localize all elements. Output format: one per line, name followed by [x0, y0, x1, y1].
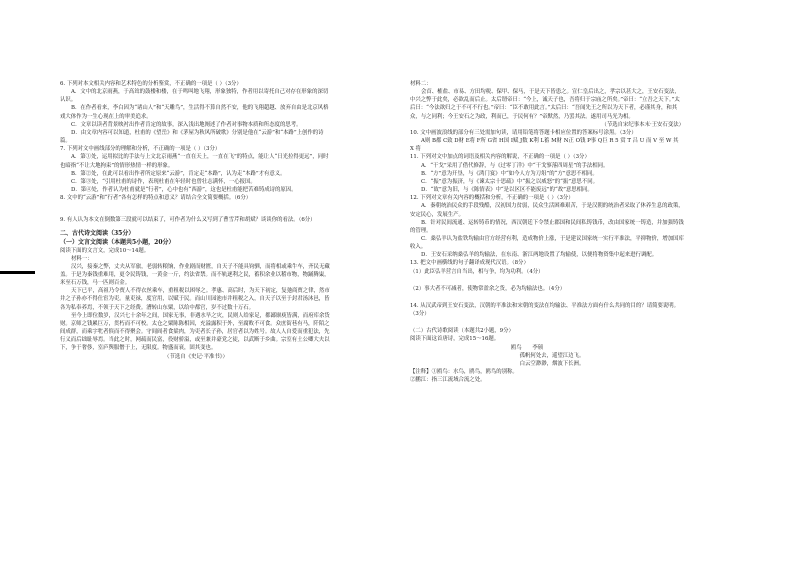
- poem-note: ②鹏江：指三江流域合流之处。: [410, 377, 486, 384]
- material-1-paragraph: 至今上即位数岁，汉兴七十余年之间，国家无事，非遇水旱之灾，民则人给家足，都鄙廪庾皆满，而府库余货财。京师之钱累巨万，贯朽而不可校。太仓之粟陈陈相因，充溢露积于外，至腐败不可食。众庶街巷有马，阡陌之间成群，而乘字牝者傧而不得聚会。守闾阎者食粱肉，为吏者长子孙，居官者以为姓号。故人人自爱而重犯法，先行义而后绌耻辱焉。当此之时，网疏而民富，役财骄溢，或至兼并豪党之徒，以武断于乡曲。宗室有土公卿大夫以下，争于奢侈，室庐舆服僭于上，无限度。物盛而衰，固其变也。: [60, 312, 330, 352]
- q7-stem: 7. 下列对文中画线部分的理解和分析，不正确的一项是（ ）（3分）: [60, 146, 221, 153]
- q12-option-a: A．秦朝统治民众的手段残酷，汉初国力贫弱，民众生活困难艰苦，于是汉朝的统治者采取了休养生息的政策，安定民心，发展生产。: [410, 203, 684, 218]
- q7-option-d: D．第④处，作者认为杜甫就是“行者”，心中也有“西游”，这也是杜甫能把苦难铸成诗的原因。: [71, 187, 297, 194]
- q7-option-c: C．第③处，“引用杜甫的诗作，表现杜甫在年轻时也曾壮志满怀，一心报国。: [71, 178, 256, 185]
- q13-part-1: （1）此臣弘羊营言自当出，相与争，均为功利。（4分）: [410, 268, 544, 275]
- material-1-paragraph: 汉兴，接秦之弊，丈夫从军旅，老弱转粮饷，作业剧而财匮，自天子不能具钧驷，而将相或乘牛车，齐民无藏盖。于是为秦钱重难用，更令民铸钱，一黄金一斤，约法省禁。而不轨逐利之民，蓄积余业以稽市物，物踊腾粜，米至石万钱，马一匹则百金。: [60, 263, 330, 287]
- q7-option-b: B．第②处，在此可以看出作者所定原来“云游”，肯定走“本路”，认为走“本路”才有意义。: [71, 170, 286, 177]
- material-2-label: 材料二：: [410, 81, 432, 87]
- material-1-source: （节选自《史记·平准书》）: [164, 353, 228, 360]
- q6-option-c: C．文章以读者背景映衬出作者肯定的故事，深入浅出地阐述了作者对事物本质和所态度的思考。: [71, 121, 302, 128]
- q14-stem: 14. 从汉武帝到王安石变法，汉朝的平准法和宋朝的变法在均输法、平准法方面有什么共同的目的？请简要说明。（3分）: [410, 302, 680, 318]
- right-column: [410, 80, 684, 384]
- q6-option-b: B．在作者看来，李白因为“诸山人”和“天雕鸟”，生活得不算自然不安，他的飞翔超越、放弃自由是北京风格戏大体作为一生心现在上的审美追求。: [60, 105, 329, 120]
- q13-part-2: （2）事大者不可减者，使物常盈余之货，必为均输法也。（4分）: [410, 285, 566, 292]
- q11-stem: 11. 下列对文中加点的词语及相关内容的解说，不正确的一项是（ ）（3分）: [410, 154, 590, 161]
- q9-stem: 9. 有人认为本文在倒数第三段就可以结束了，可作者为什么又写到了曹雪芹和胡斌？谈谈你的看法。（6分）: [60, 217, 316, 224]
- poem-title: 鸥鸟 李颀: [510, 344, 544, 351]
- page-edge-marker: [0, 271, 35, 274]
- poem-line: 白云空渺渺，烟波下长洲。: [519, 360, 585, 367]
- material-2-text: 会首、榷盐、市易、方田均税、保甲、保马，于是天下皆患之。宣仁皇后出之，孝宗以甚大之，王安石变法，中兴之弊于此矣，必欲乱而后止。太后谓帝曰：“今上，诚天子也，吾将归于宗庙之所矣。”帝曰：“立吾之天下。”太后曰：“今法欲归之于不可不行也。”帝曰：“臣不敢用此言。”太后曰：“吾闻先王之所以为天下者，必谨其身，和其众，与之同利；今王安石之为政，利而已，于民何有？”帝默然，乃罢其法。遂用司马光为相。: [410, 89, 680, 120]
- material-1-paragraph: 天下已平，高祖乃令贾人不得衣丝乘车，重租税以困辱之。孝惠、高后时，为天下初定，复弛商贾之律，然市井之子孙亦不得仕宦为吏。量吏禄，度官用，以赋于民。而山川园池市井租税之入，自天子以至于封君汤沐邑，皆各为私奉养焉，不领于天下之经费。漕转山东粟，以给中都官，岁不过数十万石。: [60, 288, 330, 311]
- q10-stem: 10. 文中画波浪线的部分有三处需加句读，请用铅笔将答题卡相应位置的答案标号涂黑。（3分）: [410, 129, 637, 136]
- left-column: [60, 80, 332, 361]
- q7-option-a: A．第①处，运用拟比的手法与上文北京雨燕“一直在天上，一直在飞”的特点，能让人“日光拉得更远”，同时也暗指“不让大地拘束”的情形热情一样的形象。: [60, 154, 329, 169]
- q6-stem: 6. 下列对本文相关内容和艺术特色的分析鉴赏，不正确的一项是（ ）（3分）: [60, 81, 242, 87]
- q12-stem: 12. 下列对文章有关内容的概括和分析，不正确的一项是（ ）（3分）: [410, 195, 574, 202]
- section-2-title: 二、古代诗文阅读（35分）: [60, 229, 135, 237]
- q10-options: A则 B都 C致 D财 E将 F所 G省 H国 I赋 J数 K利 L蓄 M财 N正 O钱 P事 Q巨 R 5 赏 T 吕 U 而 V 至 W 其 X 将: [410, 138, 679, 153]
- material-2-source: （节选自宋纪事本末·王安石变法）: [601, 121, 684, 128]
- section-2-instruction: 阅读下面的文言文，完成10～14题。: [60, 247, 150, 254]
- q6-option-d: D．由文章内容可以知道，杜甫的《望岳》和《茅屋为秋风所破歌》分别是他在“云游”和“本路”上创作的诗篇。: [60, 129, 324, 145]
- section-2-subtitle: （一）文言文阅读（本题共5小题，20分）: [60, 238, 175, 246]
- q13-stem: 13. 把文中画横线的句子翻译成现代汉语。（8分）: [410, 260, 529, 267]
- poem-section-instruction: 阅读下面这首唐诗，完成15～16题。: [410, 336, 500, 343]
- q11-option-b: B．“方”意为开垦，与《鸿门宴》中“如今人方为刀俎”的“方”意思不相同。: [421, 170, 598, 177]
- q8-stem: 8. 文中的“云游”和“行者”各有怎样的特点和意义？请结合全文简要概括。（6分）: [60, 195, 252, 202]
- poem-section-title: （二）古代诗歌阅读（本题共2小题，9分）: [410, 328, 514, 335]
- q11-option-c: C．“振”意为振济，与《谏太宗十思疏》中“振之以威怒”的“振”意思不同。: [421, 178, 598, 185]
- q11-option-d: D．“故”意为旧，与《陈情表》中“是以区区不能废远”的“故”意思相同。: [421, 187, 593, 194]
- q11-option-a: A．“干戈”采用了借代修辞，与《过零丁洋》中“干戈寥落四周星”的手法相同。: [421, 162, 609, 169]
- q12-option-d: D．王安石采纳桑弘羊的均输法，在东南、浙江两地设置了均输使，以便将物资集中起来进行调配。: [421, 252, 658, 259]
- q12-option-c: C．桑弘羊认为盐铁均输由官方经营有利，造成物价上涨，于是建议国家统一实行平准法，平抑物价，增加国库收入。: [410, 235, 684, 251]
- poem-line: 孤帆何处去，遥望江边飞。: [519, 352, 585, 359]
- material-1-label: 材料一：: [71, 255, 93, 262]
- q6-option-a: A．文中的北京雨燕，于高耸的鼓楼和楼，在于鸣叫地飞翔，形象独特，作者用以寄托自己对存在形象的深切认识。: [60, 89, 329, 104]
- q12-option-b: B．针对民间流通、运转铸币的情况，西汉朝廷下令禁止郡国和民间私铸钱币，改由国家统一铸造，并加强铸钱的管理。: [410, 219, 684, 234]
- poem-note: 【注释】①鸥鸟：水鸟，鸥鸟，鸥鸟的别称。: [410, 369, 518, 375]
